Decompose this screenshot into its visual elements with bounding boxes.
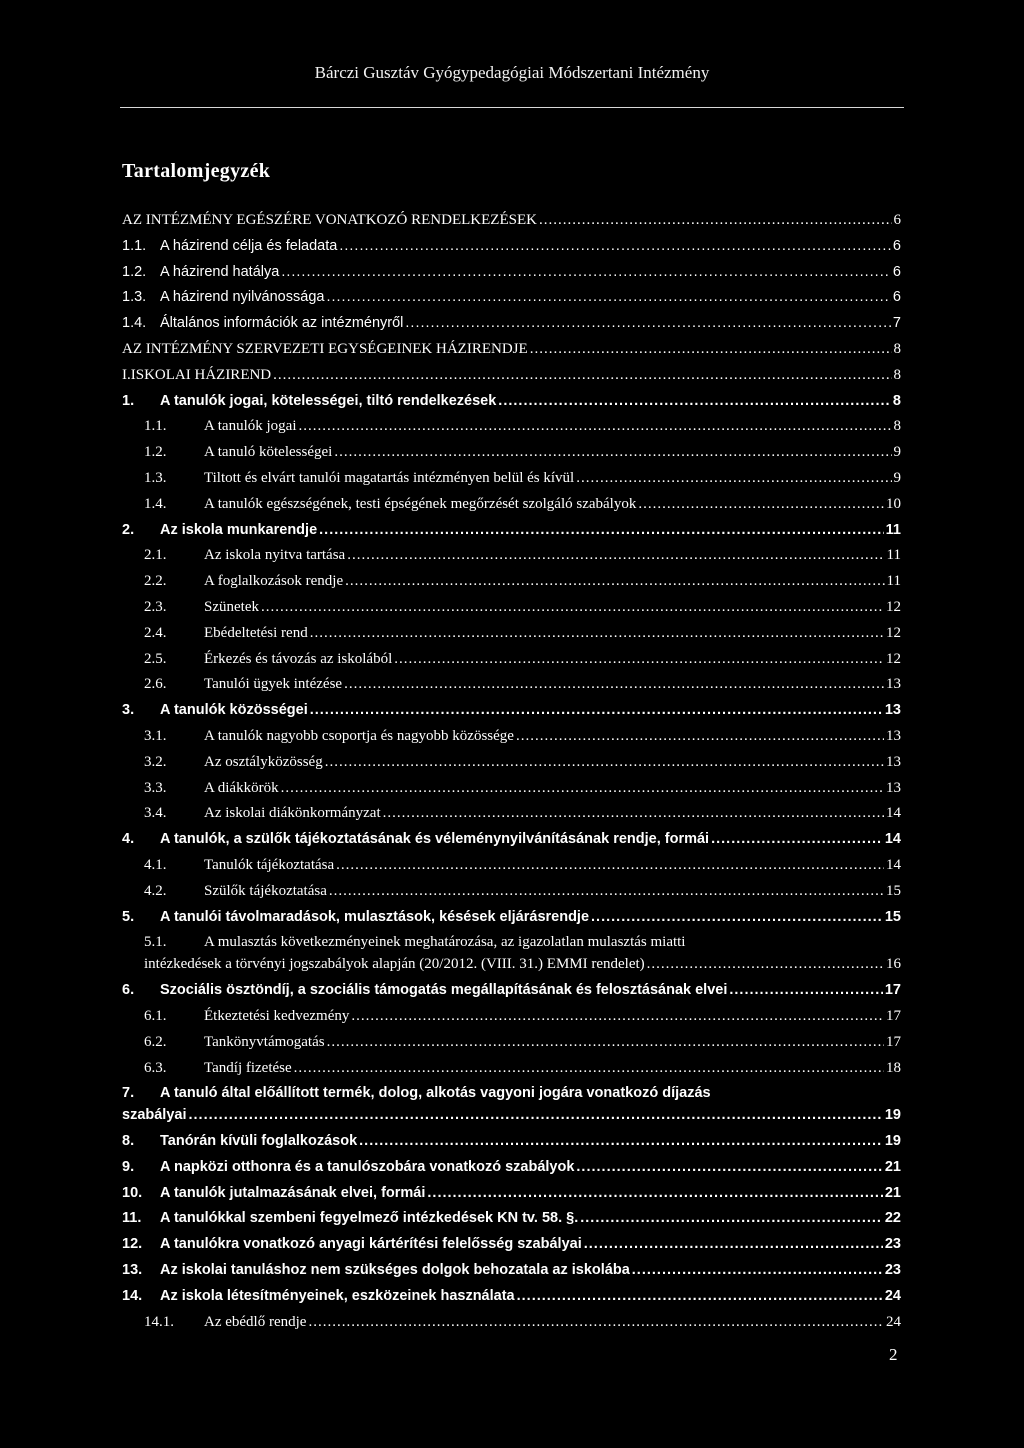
toc-entry[interactable]: [122, 1008, 901, 1034]
toc-leader-dots: [281, 780, 884, 797]
toc-entry-title: A foglalkozások rendje: [204, 573, 344, 590]
toc-entry[interactable]: [122, 702, 901, 728]
toc-entry-number: 2.3.: [144, 598, 167, 615]
toc-entry-page: 6: [892, 289, 901, 306]
toc-entry-number: 3.: [122, 702, 135, 719]
toc-entry-page: 13: [886, 676, 901, 693]
toc-leader-dots: [310, 702, 883, 718]
toc-leader-dots: [405, 315, 891, 331]
toc-leader-dots: [351, 1008, 884, 1025]
toc-entry-title: A tanulói távolmaradások, mulasztások, késések eljárásrendje: [160, 908, 590, 925]
toc-entry-title: AZ INTÉZMÉNY EGÉSZÉRE VONATKOZÓ RENDELKEZÉSEK: [122, 212, 537, 228]
toc-leader-dots: [281, 264, 891, 280]
toc-entry-number: 6.2.: [144, 1033, 167, 1050]
toc-entry[interactable]: [122, 1314, 901, 1340]
toc-leader-dots: [339, 238, 891, 254]
toc-entry-title: A tanulók közösségei: [160, 702, 308, 719]
toc-entry-title: A mulasztás következményeinek meghatározása, az igazolatlan mulasztás miatti: [204, 934, 686, 951]
toc-leader-dots: [580, 1210, 883, 1226]
toc-entry[interactable]: [122, 212, 901, 238]
toc-leader-dots: [325, 754, 884, 771]
toc-leader-dots: [638, 496, 884, 513]
toc-entry[interactable]: [122, 1210, 901, 1236]
toc-entry-title: A tanulókra vonatkozó anyagi kártérítési felelősség szabályai: [160, 1236, 582, 1253]
toc-leader-dots: [647, 956, 884, 973]
toc-entry-number: 1.2.: [122, 263, 147, 280]
toc-entry-page: 17: [886, 1007, 901, 1024]
toc-entry-continuation[interactable]: [122, 1107, 901, 1133]
toc-entry-number: 5.: [122, 908, 135, 925]
toc-entry-title: A tanulók egészségének, testi épségének megőrzését szolgáló szabályok: [204, 495, 637, 512]
toc-entry-title: Tanulói ügyek intézése: [204, 676, 343, 693]
toc-entry-page: 11: [886, 573, 901, 590]
toc-entry-page: 7: [892, 315, 901, 332]
toc-entry-page: 24: [884, 1287, 901, 1304]
toc-leader-dots: [347, 547, 884, 564]
toc-entry-page: 17: [884, 982, 901, 999]
toc-entry[interactable]: [122, 1159, 901, 1185]
toc-entry[interactable]: [122, 676, 901, 702]
toc-entry-page: 8: [893, 366, 901, 383]
toc-entry[interactable]: [122, 496, 901, 522]
toc-entry-number: 1.1.: [122, 237, 147, 254]
toc-entry[interactable]: [122, 1060, 901, 1086]
toc-entry-title: I.ISKOLAI HÁZIREND: [122, 366, 272, 383]
toc-entry-number: 3.2.: [144, 753, 167, 770]
toc-entry-title: Az iskolai diákönkormányzat: [204, 805, 381, 822]
toc-entry-page: 8: [892, 392, 901, 409]
toc-entry-title: Az ebédlő rendje: [204, 1313, 307, 1330]
toc-entry-number: 11.: [122, 1210, 142, 1227]
toc-entry[interactable]: [122, 883, 901, 909]
toc-leader-dots: [383, 805, 884, 822]
toc-entry-number: 5.1.: [144, 934, 167, 951]
toc-leader-dots: [711, 831, 883, 847]
toc-entry-page: 11: [886, 547, 901, 564]
toc-leader-dots: [516, 728, 884, 745]
toc-entry-page: 8: [893, 340, 901, 357]
toc-leader-dots: [539, 212, 892, 229]
toc-entry-title: Szociális ösztöndíj, a szociális támogatás megállapításának és felosztásának elvei: [160, 982, 728, 999]
toc-entry-number: 6.: [122, 982, 135, 999]
toc-entry-title: szabályai: [122, 1107, 187, 1124]
toc-entry-number: 3.1.: [144, 727, 167, 744]
toc-entry-number: 2.2.: [144, 573, 167, 590]
table-of-contents: [122, 212, 901, 1339]
toc-entry[interactable]: [122, 599, 901, 625]
toc-entry-title: A tanulók, a szülők tájékoztatásának és véleménynyilvánításának rendje, formái: [160, 831, 710, 848]
toc-entry-number: 2.4.: [144, 624, 167, 641]
toc-entry-title: A tanulók jogai: [204, 418, 297, 435]
toc-leader-dots: [299, 418, 892, 435]
toc-entry-title: A házirend célja és feladata: [160, 237, 338, 254]
toc-entry-number: 1.4.: [144, 495, 167, 512]
toc-leader-dots: [189, 1107, 883, 1123]
toc-entry[interactable]: [122, 728, 901, 754]
toc-entry-title: intézkedések a törvényi jogszabályok alapján (20/2012. (VIII. 31.) EMMI rendelet): [144, 956, 645, 973]
toc-entry-page: 10: [886, 495, 901, 512]
toc-entry-page: 21: [884, 1184, 901, 1201]
toc-entry-title: A házirend hatálya: [160, 263, 280, 280]
toc-entry[interactable]: [122, 625, 901, 651]
toc-entry-page: 21: [884, 1158, 901, 1175]
header-divider: [120, 107, 904, 108]
toc-entry-page: 12: [886, 650, 901, 667]
toc-entry[interactable]: [122, 651, 901, 677]
toc-entry-title: Tanórán kívüli foglalkozások: [160, 1133, 358, 1150]
toc-entry-page: 6: [892, 263, 901, 280]
toc-entry[interactable]: [122, 1262, 901, 1288]
toc-entry-title: A tanulók jutalmazásának elvei, formái: [160, 1184, 426, 1201]
toc-leader-dots: [394, 651, 884, 668]
toc-entry[interactable]: [122, 238, 901, 264]
toc-entry-title: Az iskolai tanuláshoz nem szükséges dolgok behozatala az iskolába: [160, 1262, 630, 1279]
toc-entry-title: A diákkörök: [204, 779, 279, 796]
toc-leader-dots: [576, 470, 891, 487]
toc-entry-title: Étkeztetési kedvezmény: [204, 1007, 350, 1024]
toc-entry-page: 9: [893, 444, 901, 461]
toc-title: Tartalomjegyzék: [122, 160, 271, 182]
toc-leader-dots: [310, 625, 884, 642]
toc-entry-title: Általános információk az intézményről: [160, 315, 404, 332]
toc-entry-page: 8: [893, 418, 901, 435]
toc-entry-title: Az iskola nyitva tartása: [204, 547, 346, 564]
toc-entry[interactable]: [122, 418, 901, 444]
toc-entry-number: 14.1.: [144, 1313, 174, 1330]
toc-entry-number: 2.6.: [144, 676, 167, 693]
toc-entry[interactable]: [122, 1133, 901, 1159]
toc-entry-page: 14: [886, 805, 901, 822]
toc-entry-page: 6: [892, 237, 901, 254]
toc-entry-title: A napközi otthonra és a tanulószobára vonatkozó szabályok: [160, 1158, 575, 1175]
toc-entry[interactable]: [122, 573, 901, 599]
toc-entry-title: Szülők tájékoztatása: [204, 882, 327, 899]
toc-entry-page: 13: [886, 727, 901, 744]
toc-entry-page: 12: [886, 624, 901, 641]
toc-entry-page: 6: [893, 212, 901, 228]
toc-leader-dots: [576, 1159, 882, 1175]
toc-entry-page: 13: [886, 779, 901, 796]
toc-entry-title: Ebédeltetési rend: [204, 624, 308, 641]
toc-entry[interactable]: [122, 547, 901, 573]
toc-entry-title: Tandíj fizetése: [204, 1059, 292, 1076]
toc-entry-title: Az osztályközösség: [204, 753, 323, 770]
toc-entry-number: 10.: [122, 1184, 143, 1201]
toc-entry[interactable]: [122, 393, 901, 419]
toc-leader-dots: [273, 367, 891, 384]
toc-entry-number: 1.: [122, 392, 135, 409]
toc-entry[interactable]: [122, 982, 901, 1008]
toc-entry-page: 16: [886, 956, 901, 973]
toc-entry[interactable]: [122, 289, 901, 315]
toc-entry-page: 23: [884, 1262, 901, 1279]
toc-entry-page: 9: [893, 469, 901, 486]
toc-entry[interactable]: [122, 470, 901, 496]
toc-entry[interactable]: [122, 1236, 901, 1262]
toc-leader-dots: [344, 676, 884, 693]
toc-entry-number: 6.1.: [144, 1007, 167, 1024]
toc-entry-number: 6.3.: [144, 1059, 167, 1076]
toc-entry-title: AZ INTÉZMÉNY SZERVEZETI EGYSÉGEINEK HÁZIRENDJE: [122, 340, 528, 357]
toc-entry[interactable]: [122, 754, 901, 780]
toc-leader-dots: [632, 1262, 883, 1278]
toc-entry-number: 14.: [122, 1287, 143, 1304]
toc-entry-title: Az iskola létesítményeinek, eszközeinek használata: [160, 1287, 515, 1304]
toc-entry[interactable]: [122, 522, 901, 548]
toc-leader-dots: [359, 1133, 883, 1149]
toc-entry-page: 13: [886, 753, 901, 770]
toc-entry-title: Érkezés és távozás az iskolából: [204, 650, 393, 667]
toc-entry-number: 1.3.: [122, 289, 147, 306]
toc-leader-dots: [336, 857, 884, 874]
toc-entry-page: 12: [886, 598, 901, 615]
toc-entry-title: A házirend nyilvánossága: [160, 289, 325, 306]
toc-leader-dots: [729, 982, 883, 998]
toc-entry-title: Tiltott és elvárt tanulói magatartás intézményen belül és kívül: [204, 469, 575, 486]
toc-leader-dots: [294, 1060, 884, 1077]
toc-entry[interactable]: [122, 367, 901, 393]
toc-entry-title: A tanuló által előállított termék, dolog, alkotás vagyoni jogára vonatkozó díjazás: [160, 1085, 711, 1102]
toc-entry-page: 19: [884, 1107, 901, 1124]
toc-entry-page: 15: [886, 882, 901, 899]
toc-entry[interactable]: [122, 909, 901, 935]
toc-entry-page: 14: [886, 856, 901, 873]
toc-entry-page: 11: [885, 521, 901, 538]
toc-leader-dots: [584, 1236, 883, 1252]
toc-entry-title: Szünetek: [204, 598, 259, 615]
toc-entry[interactable]: [122, 780, 901, 806]
toc-entry[interactable]: [122, 831, 901, 857]
toc-entry-continuation[interactable]: [122, 956, 901, 982]
toc-entry-title: Tankönyvtámogatás: [204, 1033, 325, 1050]
toc-entry[interactable]: [122, 1085, 901, 1107]
page-header: Bárczi Gusztáv Gyógypedagógiai Módszertani Intézmény: [314, 63, 710, 82]
toc-entry-page: 15: [884, 908, 901, 925]
toc-entry-title: Az iskola munkarendje: [160, 521, 318, 538]
toc-entry-number: 2.5.: [144, 650, 167, 667]
toc-leader-dots: [591, 909, 883, 925]
toc-entry-number: 1.2.: [144, 444, 167, 461]
toc-entry[interactable]: [122, 1288, 901, 1314]
toc-entry-number: 1.3.: [144, 469, 167, 486]
toc-leader-dots: [329, 883, 884, 900]
toc-entry-number: 13.: [122, 1262, 143, 1279]
toc-leader-dots: [498, 393, 891, 409]
page-number: 2: [889, 1345, 898, 1364]
toc-entry[interactable]: [122, 315, 901, 341]
toc-entry-number: 8.: [122, 1133, 135, 1150]
toc-entry[interactable]: [122, 805, 901, 831]
toc-entry-page: 17: [886, 1033, 901, 1050]
toc-entry-title: A tanulók nagyobb csoportja és nagyobb közössége: [204, 727, 514, 744]
toc-entry-title: A tanulókkal szembeni fegyelmező intézkedések KN tv. 58. §.: [160, 1210, 579, 1227]
toc-entry-title: A tanulók jogai, kötelességei, tiltó rendelkezések: [160, 392, 497, 409]
toc-entry-title: Tanulók tájékoztatása: [204, 856, 335, 873]
toc-entry-page: 18: [886, 1059, 901, 1076]
toc-entry[interactable]: [122, 934, 901, 956]
toc-entry-page: 14: [884, 831, 901, 848]
toc-entry[interactable]: [122, 1034, 901, 1060]
toc-entry-number: 1.4.: [122, 315, 147, 332]
toc-entry-page: 19: [884, 1133, 901, 1150]
toc-entry[interactable]: [122, 341, 901, 367]
toc-leader-dots: [530, 341, 892, 358]
toc-entry-number: 4.2.: [144, 882, 167, 899]
toc-leader-dots: [327, 1034, 884, 1051]
toc-entry-title: A tanuló kötelességei: [204, 444, 333, 461]
toc-entry-page: 23: [884, 1236, 901, 1253]
toc-entry-number: 4.: [122, 831, 135, 848]
toc-leader-dots: [261, 599, 884, 616]
toc-entry-number: 3.3.: [144, 779, 167, 796]
toc-entry[interactable]: [122, 857, 901, 883]
toc-leader-dots: [326, 289, 890, 305]
toc-leader-dots: [345, 573, 884, 590]
toc-entry-page: 13: [884, 702, 901, 719]
toc-entry-page: 24: [886, 1313, 901, 1330]
toc-entry-number: 12.: [122, 1236, 143, 1253]
toc-entry-number: 3.4.: [144, 805, 167, 822]
toc-leader-dots: [427, 1185, 882, 1201]
toc-entry-number: 4.1.: [144, 856, 167, 873]
toc-entry-number: 9.: [122, 1158, 135, 1175]
toc-leader-dots: [308, 1314, 884, 1331]
toc-entry[interactable]: [122, 264, 901, 290]
toc-entry-number: 1.1.: [144, 418, 167, 435]
toc-entry[interactable]: [122, 1185, 901, 1211]
toc-entry-page: 22: [884, 1210, 901, 1227]
toc-entry-number: 2.: [122, 521, 135, 538]
toc-entry-number: 2.1.: [144, 547, 167, 564]
toc-leader-dots: [319, 522, 884, 538]
toc-leader-dots: [517, 1288, 883, 1304]
toc-entry-number: 7.: [122, 1085, 135, 1102]
toc-entry[interactable]: [122, 444, 901, 470]
toc-leader-dots: [334, 444, 891, 461]
